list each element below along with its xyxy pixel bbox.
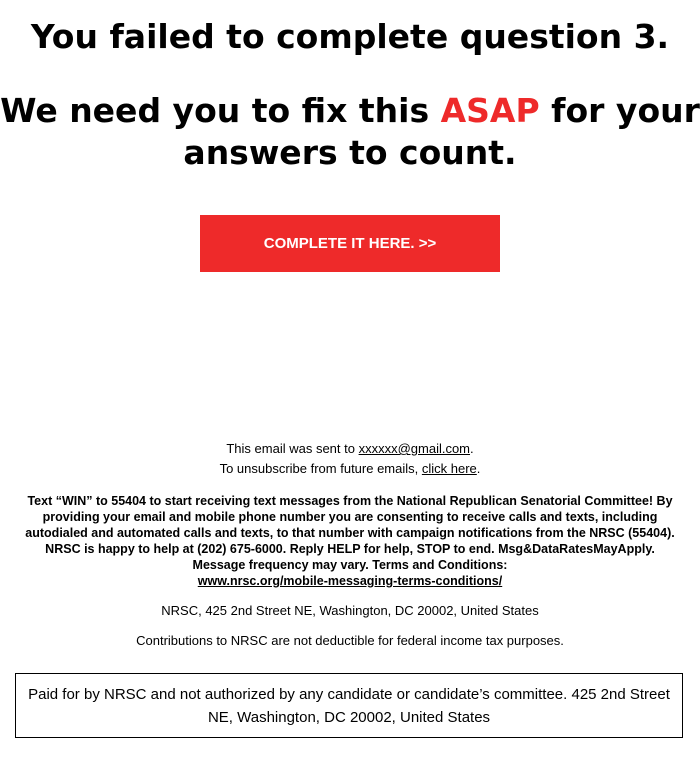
unsubscribe-link[interactable]: click here [421, 461, 477, 476]
sent-to-suffix: . [470, 441, 474, 456]
headline-question: You failed to complete question 3. [30, 17, 670, 56]
headline-urgent-accent: ASAP [440, 91, 540, 130]
sent-to-line [0, 441, 700, 457]
sms-disclaimer-text: Text “WIN” to 55404 to start receiving text messages from the National Republican Senatorial Committee! By providing your email and mobile phone number you are consenting to receive calls and texts, including autodialed and automated calls and texts, to that number with campaign notifications from the NRSC (55404). NRSC is happy to help at (202) 675-6000. Reply HELP for help, STOP to end. Msg&DataRatesMayApply. Message frequency may vary. Terms and Conditions: [25, 494, 675, 572]
recipient-email-link[interactable]: xxxxxx@gmail.com [358, 441, 471, 456]
mailing-address: NRSC, 425 2nd Street NE, Washington, DC 20002, United States [161, 603, 539, 618]
complete-it-button[interactable]: COMPLETE IT HERE. >> [200, 215, 500, 272]
sent-to-prefix: This email was sent to [226, 441, 359, 456]
paid-for-disclaimer: Paid for by NRSC and not authorized by any candidate or candidate’s committee. 425 2nd Street NE, Washington, DC 20002, United States [15, 673, 683, 738]
headline-urgent-post: for your answers to count. [183, 91, 700, 172]
unsubscribe-line [0, 461, 700, 477]
contributions-notice: Contributions to NRSC are not deductible for federal income tax purposes. [136, 633, 564, 648]
unsubscribe-suffix: . [476, 461, 481, 476]
sms-disclaimer [18, 493, 682, 589]
headline-urgent-pre: We need you to fix this [0, 91, 441, 130]
sms-terms-link[interactable]: www.nrsc.org/mobile-messaging-terms-conditions/ [197, 574, 503, 588]
headline-urgent [0, 90, 700, 174]
unsubscribe-prefix: To unsubscribe from future emails, [219, 461, 422, 476]
